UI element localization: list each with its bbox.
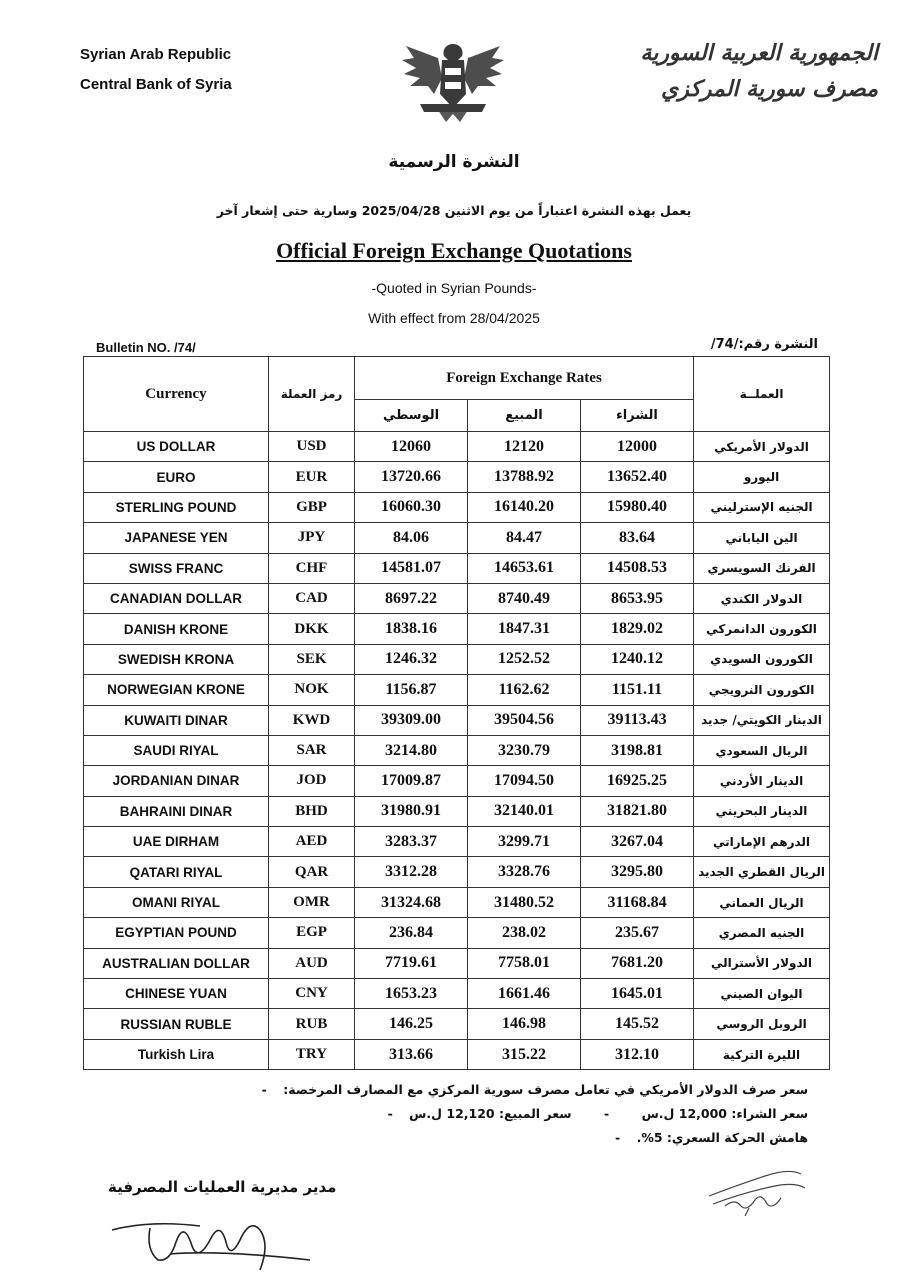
currency-name-ar: الدينار الأردني — [694, 766, 830, 796]
rate-mid: 313.66 — [355, 1039, 468, 1069]
rate-buy: 31168.84 — [581, 887, 694, 917]
header-ar-line-2: مصرف سورية المركزي — [661, 76, 878, 102]
rate-mid: 31980.91 — [355, 796, 468, 826]
currency-name: BAHRAINI DINAR — [84, 796, 269, 826]
note-2 — [371, 1106, 808, 1121]
rate-sell: 146.98 — [468, 1009, 581, 1039]
table-row — [84, 979, 830, 1009]
currency-name-ar: الجنيه المصري — [694, 918, 830, 948]
rate-buy: 39113.43 — [581, 705, 694, 735]
currency-code: DKK — [269, 614, 355, 644]
header-line-2: Central Bank of Syria — [80, 76, 232, 93]
currency-name: EURO — [84, 462, 269, 492]
rate-buy: 1645.01 — [581, 979, 694, 1009]
currency-name-ar: الفرنك السويسري — [694, 553, 830, 583]
note-1-dash: - — [261, 1082, 267, 1097]
currency-name-ar: الريال العماني — [694, 887, 830, 917]
currency-name: CANADIAN DOLLAR — [84, 583, 269, 613]
currency-code: BHD — [269, 796, 355, 826]
currency-name: OMANI RIYAL — [84, 887, 269, 917]
table-row — [84, 553, 830, 583]
currency-name-ar: الدينار الكويتي/ جديد — [694, 705, 830, 735]
rate-mid: 17009.87 — [355, 766, 468, 796]
currency-name-ar: الدولار الأمريكي — [694, 432, 830, 462]
rate-sell: 16140.20 — [468, 492, 581, 522]
currency-code: NOK — [269, 675, 355, 705]
rate-sell: 238.02 — [468, 918, 581, 948]
rate-buy: 31821.80 — [581, 796, 694, 826]
currency-name: SWISS FRANC — [84, 553, 269, 583]
rate-sell: 31480.52 — [468, 887, 581, 917]
currency-name-ar: الريال السعودي — [694, 735, 830, 765]
table-row — [84, 675, 830, 705]
rate-mid: 8697.22 — [355, 583, 468, 613]
table-row — [84, 887, 830, 917]
rate-buy: 3267.04 — [581, 827, 694, 857]
currency-code: TRY — [269, 1039, 355, 1069]
rate-sell: 17094.50 — [468, 766, 581, 796]
rate-buy: 15980.40 — [581, 492, 694, 522]
rate-buy: 3198.81 — [581, 735, 694, 765]
currency-name: EGYPTIAN POUND — [84, 918, 269, 948]
currency-name: JORDANIAN DINAR — [84, 766, 269, 796]
currency-code: OMR — [269, 887, 355, 917]
table-row — [84, 796, 830, 826]
rate-mid: 1156.87 — [355, 675, 468, 705]
currency-name-ar: الكورون الدانمركي — [694, 614, 830, 644]
rate-mid: 7719.61 — [355, 948, 468, 978]
currency-code: AED — [269, 827, 355, 857]
rate-mid: 16060.30 — [355, 492, 468, 522]
rate-mid: 3283.37 — [355, 827, 468, 857]
rate-sell: 1252.52 — [468, 644, 581, 674]
table-row — [84, 523, 830, 553]
currency-name-ar: الدولار الكندي — [694, 583, 830, 613]
rate-sell: 12120 — [468, 432, 581, 462]
currency-code: SAR — [269, 735, 355, 765]
rate-buy: 1829.02 — [581, 614, 694, 644]
rate-buy: 145.52 — [581, 1009, 694, 1039]
rate-buy: 83.64 — [581, 523, 694, 553]
eagle-emblem-icon — [398, 38, 508, 126]
currency-name: NORWEGIAN KRONE — [84, 675, 269, 705]
rate-mid: 39309.00 — [355, 705, 468, 735]
rate-mid: 13720.66 — [355, 462, 468, 492]
currency-code: QAR — [269, 857, 355, 887]
rate-mid: 3214.80 — [355, 735, 468, 765]
rate-sell: 13788.92 — [468, 462, 581, 492]
note-2-sell: سعر المبيع: 12,120 ل.س — [409, 1106, 572, 1121]
currency-name: US DOLLAR — [84, 432, 269, 462]
rate-buy: 235.67 — [581, 918, 694, 948]
rate-buy: 14508.53 — [581, 553, 694, 583]
currency-name: STERLING POUND — [84, 492, 269, 522]
rate-mid: 1838.16 — [355, 614, 468, 644]
currency-code: CHF — [269, 553, 355, 583]
rate-sell: 3328.76 — [468, 857, 581, 887]
currency-name-ar: اليورو — [694, 462, 830, 492]
currency-name-ar: الدرهم الإماراتي — [694, 827, 830, 857]
table-row — [84, 492, 830, 522]
rate-mid: 31324.68 — [355, 887, 468, 917]
header-sell: المبيع — [468, 400, 581, 432]
currency-name: UAE DIRHAM — [84, 827, 269, 857]
note-3 — [599, 1130, 808, 1145]
currency-name: RUSSIAN RUBLE — [84, 1009, 269, 1039]
rate-mid: 1653.23 — [355, 979, 468, 1009]
note-1 — [245, 1082, 808, 1097]
rate-mid: 236.84 — [355, 918, 468, 948]
rate-buy: 7681.20 — [581, 948, 694, 978]
currency-code: AUD — [269, 948, 355, 978]
currency-name-ar: اليوان الصيني — [694, 979, 830, 1009]
rate-mid: 12060 — [355, 432, 468, 462]
currency-code: GBP — [269, 492, 355, 522]
rate-sell: 32140.01 — [468, 796, 581, 826]
currency-name-ar: الجنيه الإسترليني — [694, 492, 830, 522]
currency-name: CHINESE YUAN — [84, 979, 269, 1009]
signature-left — [110, 1200, 330, 1280]
rate-sell: 3299.71 — [468, 827, 581, 857]
currency-code: CNY — [269, 979, 355, 1009]
currency-name-ar: الدولار الأسترالي — [694, 948, 830, 978]
rate-sell: 7758.01 — [468, 948, 581, 978]
note-3-dash: - — [614, 1130, 621, 1145]
currency-name: SWEDISH KRONA — [84, 644, 269, 674]
rate-sell: 315.22 — [468, 1039, 581, 1069]
currency-name: Turkish Lira — [84, 1039, 269, 1069]
currency-code: KWD — [269, 705, 355, 735]
currency-code: JOD — [269, 766, 355, 796]
rate-sell: 1847.31 — [468, 614, 581, 644]
effect-ar: يعمل بهذه النشرة اعتباراً من يوم الاثنين 2025/04/28 وسارية حتى إشعار آخر — [216, 203, 692, 218]
table-row — [84, 918, 830, 948]
table-row — [84, 827, 830, 857]
table-row — [84, 948, 830, 978]
currency-name-ar: الليرة التركية — [694, 1039, 830, 1069]
currency-code: SEK — [269, 644, 355, 674]
currency-name: JAPANESE YEN — [84, 523, 269, 553]
currency-name-ar: الكورون السويدي — [694, 644, 830, 674]
currency-name: SAUDI RIYAL — [84, 735, 269, 765]
currency-name-ar: الين الياباني — [694, 523, 830, 553]
currency-name: AUSTRALIAN DOLLAR — [84, 948, 269, 978]
subtitle: -Quoted in Syrian Pounds- — [371, 280, 537, 296]
rate-buy: 312.10 — [581, 1039, 694, 1069]
currency-name: KUWAITI DINAR — [84, 705, 269, 735]
rate-buy: 12000 — [581, 432, 694, 462]
rate-mid: 14581.07 — [355, 553, 468, 583]
table-row — [84, 644, 830, 674]
title-ar: النشرة الرسمية — [388, 152, 520, 172]
note-2-dash: - — [387, 1106, 393, 1121]
currency-name: DANISH KRONE — [84, 614, 269, 644]
currency-code: RUB — [269, 1009, 355, 1039]
currency-code: EGP — [269, 918, 355, 948]
table-row — [84, 766, 830, 796]
header-mid: الوسطي — [355, 400, 468, 432]
note-3-text: هامش الحركة السعري: 5%. — [636, 1130, 808, 1145]
bulletin-number-ar: النشرة رقم:/74/ — [710, 337, 818, 352]
rate-buy: 13652.40 — [581, 462, 694, 492]
header-line-1: Syrian Arab Republic — [80, 46, 232, 63]
header-code-ar: رمز العملة — [269, 357, 355, 432]
rate-sell: 14653.61 — [468, 553, 581, 583]
note-1-text: سعر صرف الدولار الأمريكي في تعامل مصرف سورية المركزي مع المصارف المرخصة: — [283, 1082, 808, 1097]
rate-sell: 8740.49 — [468, 583, 581, 613]
signature-title: مدير مديرية العمليات المصرفية — [108, 1178, 337, 1196]
rate-sell: 3230.79 — [468, 735, 581, 765]
note-2-buy: سعر الشراء: 12,000 ل.س — [641, 1106, 808, 1121]
currency-name-ar: الريال القطري الجديد — [694, 857, 830, 887]
table-row — [84, 1039, 830, 1069]
table-row — [84, 614, 830, 644]
table-row — [84, 857, 830, 887]
currency-code: CAD — [269, 583, 355, 613]
rate-mid: 84.06 — [355, 523, 468, 553]
rate-sell: 39504.56 — [468, 705, 581, 735]
currency-name-ar: الكورون النرويجي — [694, 675, 830, 705]
signature-right — [705, 1162, 815, 1222]
table-row — [84, 1009, 830, 1039]
header-fx-rates: Foreign Exchange Rates — [355, 357, 694, 400]
rate-mid: 146.25 — [355, 1009, 468, 1039]
table-row — [84, 462, 830, 492]
header-buy: الشراء — [581, 400, 694, 432]
table-row — [84, 432, 830, 462]
bulletin-number: Bulletin NO. /74/ — [96, 340, 196, 355]
rate-mid: 3312.28 — [355, 857, 468, 887]
rates-table — [83, 356, 830, 1070]
rate-mid: 1246.32 — [355, 644, 468, 674]
rate-sell: 1162.62 — [468, 675, 581, 705]
currency-code: USD — [269, 432, 355, 462]
rate-buy: 3295.80 — [581, 857, 694, 887]
currency-code: EUR — [269, 462, 355, 492]
table-row — [84, 583, 830, 613]
effect-date: With effect from 28/04/2025 — [368, 310, 540, 326]
header-currency-ar: العملــة — [694, 357, 830, 432]
rate-buy: 1151.11 — [581, 675, 694, 705]
currency-name-ar: الدينار البحريني — [694, 796, 830, 826]
currency-name-ar: الروبل الروسي — [694, 1009, 830, 1039]
rate-sell: 1661.46 — [468, 979, 581, 1009]
header-currency: Currency — [84, 357, 269, 432]
rate-sell: 84.47 — [468, 523, 581, 553]
note-2-separator: - — [603, 1106, 610, 1121]
rate-buy: 16925.25 — [581, 766, 694, 796]
table-row — [84, 735, 830, 765]
currency-name: QATARI RIYAL — [84, 857, 269, 887]
rate-buy: 1240.12 — [581, 644, 694, 674]
currency-code: JPY — [269, 523, 355, 553]
header-ar-line-1: الجمهورية العربية السورية — [640, 40, 878, 66]
page-title: Official Foreign Exchange Quotations — [276, 238, 632, 263]
table-row — [84, 705, 830, 735]
rate-buy: 8653.95 — [581, 583, 694, 613]
